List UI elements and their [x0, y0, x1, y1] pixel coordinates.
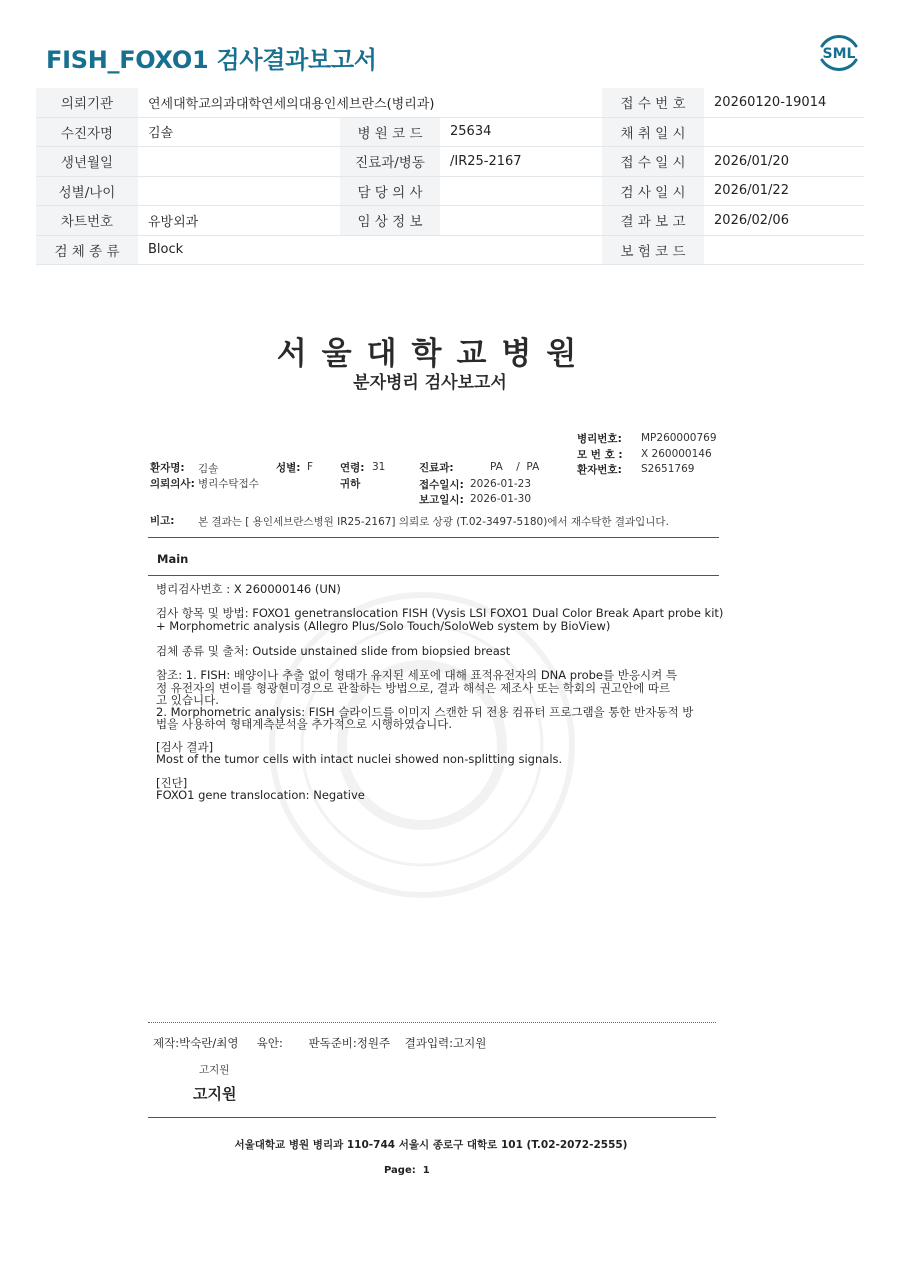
info-label: 생년월일 [36, 147, 138, 177]
sex-label: 성별: [276, 462, 301, 474]
path-no-label: 병리번호: [577, 433, 622, 445]
info-label: 검 사 일 시 [602, 176, 704, 206]
logo-text: SML [822, 46, 856, 62]
body-line: 2. Morphometric analysis: FISH 슬라이드를 이미지 스캔한 뒤 전용 컴퓨터 프로그램을 통한 반자동적 방 [156, 705, 694, 719]
info-label: 진료과/병동 [340, 147, 440, 177]
to-label: 귀하 [340, 478, 361, 490]
remark: 본 결과는 [ 용인세브란스병원 IR25-2167] 의뢰로 상광 (T.02-3497-5180)에서 재수탁한 결과입니다. [198, 516, 669, 528]
body-line: 검체 종류 및 출처: Outside unstained slide from biopsied breast [156, 644, 511, 658]
dotted-divider [148, 1022, 716, 1023]
body-line: 고 있습니다. [156, 693, 219, 707]
hospital-name: 서울대학교병원 [276, 336, 592, 372]
body-line: 정 유전자의 변이를 형광현미경으로 관찰하는 방법으로, 결과 해석은 제조사 또는 학회의 권고안에 따르 [156, 681, 671, 695]
patient-name: 김솔 [198, 463, 219, 475]
hospital-seal-watermark [262, 585, 582, 905]
dept: PA / PA [490, 461, 540, 473]
dept-label: 진료과: [419, 462, 454, 474]
reported: 2026-01-30 [470, 493, 532, 505]
info-value: 2026/01/20 [704, 147, 864, 177]
age: 31 [372, 461, 386, 473]
signer-small: 고지원 [199, 1064, 230, 1076]
reported-label: 보고일시: [419, 494, 464, 506]
signature: 고지원 [193, 1085, 237, 1103]
info-label: 채 취 일 시 [602, 117, 704, 147]
body-line: FOXO1 gene translocation: Negative [156, 788, 365, 802]
info-label: 수진자명 [36, 117, 138, 147]
body-line: 법을 사용하여 형태계측분석을 추가적으로 시행하였습니다. [156, 717, 452, 731]
mother-no-label: 모 번 호 : [577, 449, 623, 461]
info-value: /IR25-2167 [440, 147, 602, 177]
section-main: Main [157, 552, 189, 566]
body-line: Most of the tumor cells with intact nuclei showed non-splitting signals. [156, 752, 563, 766]
info-label: 성별/나이 [36, 176, 138, 206]
info-value: Block [138, 235, 602, 265]
info-label: 검 체 종 류 [36, 235, 138, 265]
report-title: FISH_FOXO1 검사결과보고서 [46, 46, 377, 74]
received-label: 접수일시: [419, 479, 464, 491]
patient-no-label: 환자번호: [577, 464, 622, 476]
info-value: 25634 [440, 117, 602, 147]
divider [148, 1117, 716, 1118]
remark-label: 비고: [150, 515, 175, 527]
body-line: 검사 항목 및 방법: FOXO1 genetranslocation FISH (Vysis LSI FOXO1 Dual Color Break Apart probe kit) [156, 606, 724, 620]
body-line: + Morphometric analysis (Allegro Plus/Solo Touch/SoloWeb system by BioView) [156, 619, 611, 633]
info-value: 김솔 [138, 117, 340, 147]
patient-name-label: 환자명: [150, 462, 185, 474]
divider [148, 575, 719, 576]
path-no: MP260000769 [641, 432, 717, 444]
age-label: 연령: [340, 462, 365, 474]
body-line: 병리검사번호 : X 260000146 (UN) [156, 582, 341, 596]
doctor-label: 의뢰의사: [150, 478, 195, 490]
body-line: 참조: 1. FISH: 배양이나 추출 없이 형태가 유지된 세포에 대해 표적유전자의 DNA probe를 반응시켜 특 [156, 668, 677, 682]
page-number: Page: 1 [384, 1165, 430, 1176]
body-line: [진단] [156, 776, 188, 790]
info-label: 차트번호 [36, 206, 138, 236]
info-value: 연세대학교의과대학연세의대용인세브란스(병리과) [138, 88, 602, 117]
doctor: 병리수탁접수 [198, 478, 259, 490]
info-label: 접 수 일 시 [602, 147, 704, 177]
info-value: 2026/02/06 [704, 206, 864, 236]
divider [148, 537, 719, 538]
info-value: 유방외과 [138, 206, 340, 236]
report-subtitle: 분자병리 검사보고서 [353, 373, 507, 393]
staff-line: 제작:박숙란/최영 육안: 판독준비:정원주 결과입력:고지원 [153, 1036, 487, 1050]
info-label: 병 원 코 드 [340, 117, 440, 147]
received: 2026-01-23 [470, 478, 532, 490]
info-label: 접 수 번 호 [602, 88, 704, 117]
sex: F [307, 461, 314, 473]
info-label: 담 당 의 사 [340, 176, 440, 206]
info-label: 결 과 보 고 [602, 206, 704, 236]
info-value: 2026/01/22 [704, 176, 864, 206]
info-label: 의뢰기관 [36, 88, 138, 117]
info-label: 보 험 코 드 [602, 235, 704, 265]
footer-address: 서울대학교 병원 병리과 110-744 서울시 종로구 대학로 101 (T.02-2072-2555) [234, 1139, 628, 1151]
patient-no: S2651769 [641, 463, 695, 475]
info-label: 임 상 정 보 [340, 206, 440, 236]
mother-no: X 260000146 [641, 448, 712, 460]
body-line: [검사 결과] [156, 740, 214, 754]
info-value: 20260120-19014 [704, 88, 864, 117]
